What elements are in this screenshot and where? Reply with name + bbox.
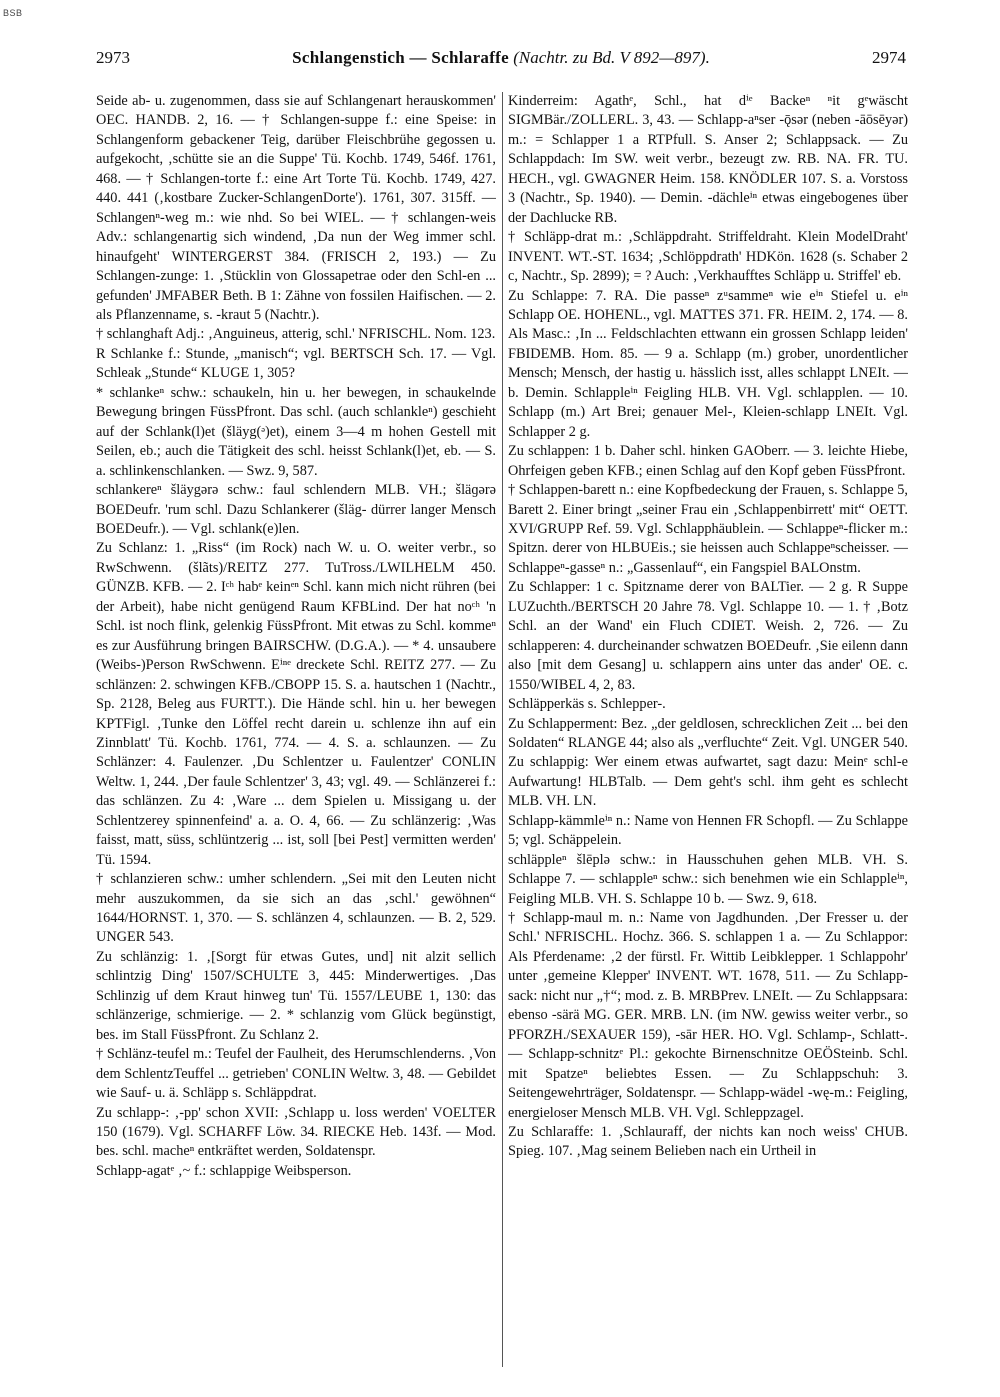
entry-paragraph: Zu Schlapper: 1 c. Spitzname derer von BALTier. — 2 g. R Suppe LUZuchth./BERTSCH 20 Jahre 78. Vgl. Schlappe 10. — 1. † ‚Botz Schl. an der Wand' ein Fluch CDIET. Weish. 2, 726. — Zu schlapperen: 4. durcheinander schwatzen BOEDeufr. ‚Sie eilenn dann also [mit dem Gesang] u. schlappern ains unter das ander' OE. c. 1550/WIBEL 4, 2, 83. <box>508 579 908 693</box>
entry-paragraph: Kinderreim: Agathᵉ, Schl., hat dⁱᵉ Backeⁿ ⁿit gᵉwäscht SIGMBär./ZOLLERL. 3, 43. — Schlapp-aⁿser -ǭsər (neben -āōsēyər) m.: = Schlapper 1 a RTPfull. S. Anser 2; Schlappsack. — Zu Schlappdach: Im SW. weit verbr., bezeugt zw. RB. NA. FR. TU. HECH., vgl. GWAGNER Heim. 158. KNÖDLER 107. S. a. Vorstoss 3 (Nachtr., Sp. 1940). — Demin. -dächleⁱⁿ etwas eingebogenes über der Dachlucke RB. <box>508 93 908 226</box>
entry-paragraph: Schlapp-kämmleⁱⁿ n.: Name von Hennen FR Schopfl. — Zu Schlappe 5; vgl. Schäppelein. <box>508 812 908 849</box>
entry-paragraph: Zu schlappen: 1 b. Daher schl. hinken GAOberr. — 3. leichte Hiebe, Ohrfeigen geben KFB.; einen Schlag auf den Kopf geben FüssPfront. <box>508 443 908 479</box>
entry-paragraph: Seide ab- u. zugenommen, dass sie auf Schlangenart herauskommen' OEC. HANDB. 2, 16. — † Schlangen-suppe f.: eine Speise: in Schlangenform gebackener Teig, darüber Fleischbrühe gegossen u. aufgekocht, ‚schütte sie an die Suppe' Tü. Kochb. 1749, 546f. 1761, 468. — † Schlangen-torte f.: eine Art Torte Tü. Kochb. 1749, 427. 440. 441 (‚kostbare Zucker-SchlangenDorte'). 1761, 307. 315ff. — Schlangenⁿ-weg m.: wie nhd. So bei WIEL. — † schlangen-weis Adv.: schlangenartig sich windend, ‚Da nun der Weg immer schl. hinaufgeht' WINTERGERST 384. (FRISCH 2, 193.) — Zu Schlangen-zunge: 1. ‚Stücklin von Glossapetrae oder den Schl-en ... gefunden' JMFABER Beth. B 1: Zähne von fossilen Haifischen. — 2. als Pflanzenname, s. -kraut 5 (Nachtr.). <box>96 93 496 323</box>
entry-paragraph: † Schläpp-drat m.: ‚Schläppdraht. Striffeldraht. Klein ModelDraht' INVENT. WT.-ST. 1634; ‚Schlöppdrath' HDKön. 1628 (s. Schaber 2 c, Nachtr., Sp. 2899); = ? Auch: ‚Verkhaufftes Schläpp u. Striffel' eb. <box>508 229 908 285</box>
entry-paragraph: † Schlänz-teufel m.: Teufel der Faulheit, des Herumschlenderns. ‚Von dem SchlentzTeuffel ... getrieben' CONLIN Weltw. 3, 48. — Gebildet wie Sauf- u. ä. Schläpp s. Schläppdrat. <box>96 1046 496 1102</box>
entry-paragraph: R Schlanke f.: Stunde, „manisch“; vgl. BERTSCH Sch. 17. — Vgl. Schleak „Stunde“ KLUGE 1, 305? <box>96 345 496 382</box>
entry-paragraph: Zu Schlapperment: Bez. „der geldlosen, schrecklichen Zeit ... bei den Soldaten“ RLANGE 44; also als „verfluchte“ Zeit. Vgl. UNGER 540. <box>508 715 908 751</box>
entry-paragraph: Schläpperkäs s. Schlepper-. <box>508 696 666 713</box>
entry-paragraph: Zu schlappig: Wer einem etwas aufwartet, sagt dazu: Meinᵉ schl-e Aufwartung! HLBTalb. — Dem geht's schl. ihm geht es schlecht MLB. VH. LN. <box>508 754 908 810</box>
column-divider <box>502 92 503 1367</box>
left-column <box>96 92 496 1367</box>
entry-paragraph: † schlanghaft Adj.: ‚Anguineus, atterig, schl.' NFRISCHL. Nom. 123. <box>96 326 496 343</box>
entry-paragraph: schlankereⁿ šläygərə schw.: faul schlendern MLB. VH.; šläɡərə BOEDeufr. 'rum schl. Dazu Schlankerer (šläg- dürrer langer Mensch BOEDeufr.). — Vgl. schlank(e)len. <box>96 482 496 537</box>
entry-paragraph: † Schlappen-barett n.: eine Kopfbedeckung der Frauen, s. Schlappe 5, Barett 2. Einer bringt „seiner Frau ein ‚Schlappenbirrett' mit“ OETT. XVI/GRUPP Ref. 59. Vgl. Schlapphäublein. — Schlappeⁿ-flicker m.: Spitzn. derer von HLBUEis.; sie heissen auch Schlappeⁿscheisser. — Schlappeⁿ-gasseⁿ n.: „Gassenlauf“, ein Fangspiel BALOnstm. <box>508 482 908 576</box>
entry-paragraph: Zu Schlappe: 7. RA. Die passeⁿ zᵘsammeⁿ wie eⁱⁿ Stiefel u. eⁱⁿ Schlapp OE. HOHENL., vgl. MATTES 371. FR. HEIM. 2, 174. — 8. Als Masc.: ‚In ... Feldschlachten ettwann ein grossen Schlapp leiden' FBIDEMB. Hom. 85. — 9 a. Schlapp (m.) grober, unordentlicher Mensch; Mensch, der hastig u. hässlich isst, alles schlappt LNEIt. — b. Demin. Schlappleⁱⁿ Feigling HLB. VH. Vgl. schlapplen. — 10. Schlapp (m.) Art Brei; genauer Mel-, Kleien-schlapp LNEIt. Vgl. Schlapper 2 g. <box>508 287 908 440</box>
section-note: (Nachtr. zu Bd. V 892—897). <box>513 48 710 67</box>
entry-paragraph: schläppleⁿ šlēplə schw.: in Hausschuhen gehen MLB. VH. S. Schlappe 7. — schlappleⁿ schw.: sich benehmen wie ein Schlappleⁱⁿ, Feigling MLB. VH. S. Schlappe 10 b. — Swz. 9, 618. <box>508 851 908 907</box>
entry-paragraph: Zu Schlaraffe: 1. ‚Schlauraff, der nichts kan noch weiss' CHUB. Spieg. 107. ‚Mag seinem Belieben nach ein Urtheil in <box>508 1124 908 1160</box>
page-number-right: 2974 <box>872 48 906 67</box>
entry-paragraph: Zu Schlanz: 1. „Riss“ (im Rock) nach W. u. O. weiter verbr., so RwSchwenn. (šlãts)/REITZ 277. TuTross./LWILHELM 450. GÜNZB. KFB. — 2. Iᶜʰ habᵉ keinᵉⁿ Schl. kann mich nicht rühren (bei der Arbeit), habe nicht genügend Raum KFBLind. Der hat noᶜʰ 'n Schl. ist noch flink, gelenkig FüssPfront. Mit etwas zu Schl. kommeⁿ es zur Ausführung bringen BAIRSCHW. (D.G.A.). — * 4. unsaubere (Weibs-)Person RwSchwenn. Eⁱⁿᵉ dreckete Schl. REITZ 277. — Zu schlänzen: 2. schwingen KFB./CBOPP 15. S. a. hautschen 1 (Nachtr., Sp. 2128, Beleg aus FURTT.). Die Hände schl. hin u. her bewegen KPTFigl. ‚Tunke den Löffel recht darein u. schlenze ihn auf ein Zinnblatt' Tü. Kochb. 1761, 774. — 4. S. a. schlaunzen. — Zu Schlänzer: 4. Faulenzer. ‚Du Schlentzer u. Faulentzer' CONLIN Weltw. 1, 244. ‚Der faule Schlentzer' 3, 43; vgl. 49. — Schlänzerei f.: das schlänzen. Zu 4: ‚Ware ... dem Spielen u. Missigang u. der Schlentzerey spinnenfeind' a. a. O. 4, 66. — Zu schlänzerig: ‚Was faisst, matt, süss, schlüntzerig ... ist, soll [bei Pest] vermitten werden' Tü. 1594. <box>96 540 496 868</box>
entry-paragraph: Schlapp-agatᵉ ‚~ f.: schlappige Weibsperson. <box>96 1162 352 1179</box>
right-column <box>508 92 908 1367</box>
headword-range: Schlangenstich — Schlaraffe <box>292 48 509 67</box>
page-number-left: 2973 <box>96 48 130 67</box>
entry-paragraph: * schlankeⁿ schw.: schaukeln, hin u. her bewegen, in schaukelnde Bewegung bringen FüssPfront. Das schl. (auch schlankleⁿ) geschieht auf der Schlank(l)et (šläyg(ᵊ)et), einem 3—4 m hohen Gestell mit Seilen, eb.; auch die Tätigkeit des schl. heisst Schlank(l)et, eb. — S. a. schlinkenschlanken. — Swz. 9, 587. <box>96 384 496 479</box>
library-stamp: BSB <box>3 8 23 18</box>
running-title <box>96 48 906 68</box>
page-header <box>96 48 906 72</box>
entry-paragraph: † Schlapp-maul m. n.: Name von Jagdhunden. ‚Der Fresser u. der Schl.' NFRISCHL. Hochz. 366. S. schlappen 1 a. — Zu Schlappor: Als Pferdename: ‚2 der fürstl. Fr. Wittib Leibklepper. 1 Schlappohr' unter ‚gemeine Klepper' INVENT. WT. 1678, 511. — Zu Schlapp-sack: nicht nur „†“; mod. z. B. MRBPrev. LNEIt. — Zu Schlappsara: ebenso -särä MG. GER. MRB. LN. (im NW. gewiss weiter verbr., so PFORZH./SEXAUER 159), -sār HER. HO. Vgl. Schlamp-, Schlatt-. — Schlapp-schnitzᵉ Pl.: gekochte Birnenschnitze OEÖSteinb. Schl. mit Spatzeⁿ beliebtes Essen. — Zu Schlappschuh: 3. Seitengewehrträger, Soldatenspr. — Schlapp-wädel -wę-m.: Feigling, energieloser Mensch MLB. VH. Vgl. Schleppzagel. <box>508 910 908 1121</box>
entry-paragraph: Zu schlänzig: 1. ‚[Sorgt für etwas Gutes, und] nit alzit sellich schlintzig Ding' 1507/SCHULTE 3, 445: Minderwertiges. ‚Das Schlinzig uf dem Kraut hinweg tun' Tü. 1557/LEUBE 1, 130: das schlänzerige, schmierige. — 2. * schlanzig vom Glück begünstigt, bes. im Stall FüssPfront. Zu Schlanz 2. <box>96 948 496 1043</box>
entry-paragraph: † schlanzieren schw.: umher schlendern. „Sei mit den Leuten nicht mehr auszukommen, da sie sich an das ‚schl.' gewöhnen“ 1644/HORNST. 1, 370. — S. schlänzen 4, schlaunzen. — B. 2, 529. UNGER 543. <box>96 871 496 946</box>
entry-paragraph: Zu schlapp-: ‚-pp' schon XVII: ‚Schlapp u. loss werden' VOELTER 150 (1679). Vgl. SCHARFF Löw. 34. RIECKE Heb. 143f. — Mod. bes. schl. macheⁿ entkräftet werden, Soldatenspr. <box>96 1104 496 1160</box>
